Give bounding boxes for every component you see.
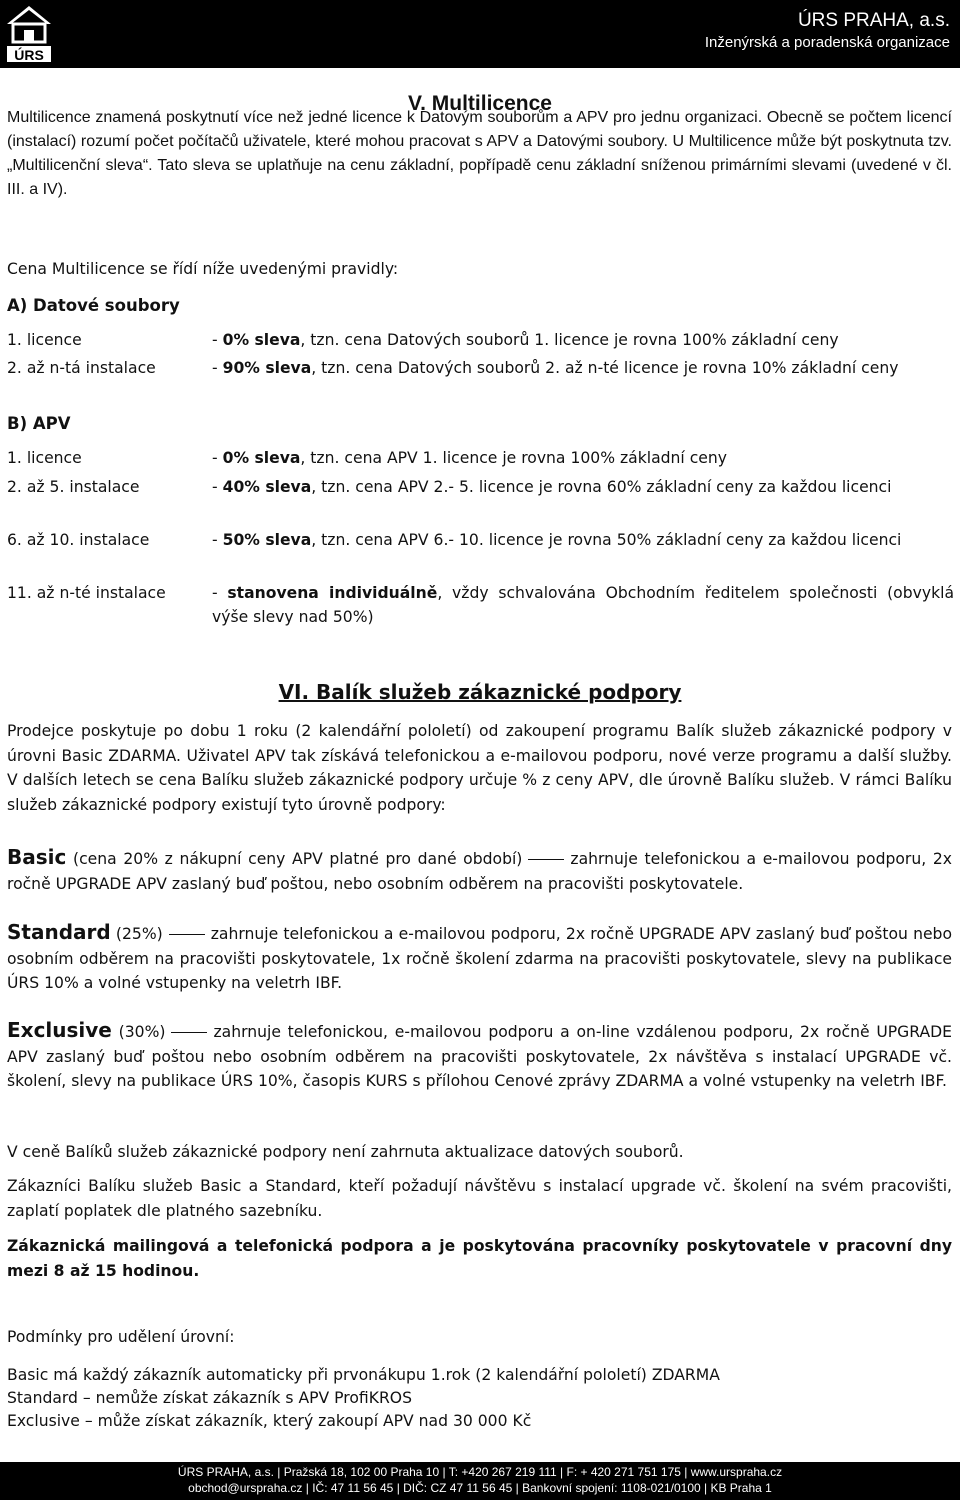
subsection-heading-data: A) Datové soubory (7, 296, 180, 315)
level-description: zahrnuje telefonickou a e-mailovou podporu, 2x ročně UPGRADE APV zaslaný buď poštou, nebo osobním odběrem na pracovišti poskytovatele. (7, 850, 952, 893)
row-discount: 0% sleva (222, 331, 301, 349)
level-name: Exclusive (7, 1018, 112, 1042)
page-header (0, 0, 960, 68)
row-text: , tzn. cena APV 6.- 10. licence je rovna 50% základní ceny za každou licenci (311, 531, 902, 549)
footer-address: ÚRS PRAHA, a.s. | Pražská 18, 102 00 Praha 10 | T: +420 267 219 111 | F: + 420 271 751 175 | www.urspraha.cz (177, 1465, 783, 1479)
row-discount: 0% sleva (222, 449, 301, 467)
dash-separator (528, 859, 564, 861)
row-discount: 40% sleva (222, 478, 312, 496)
condition-item: Exclusive – může získat zákazník, který zakoupí APV nad 30 000 Kč (7, 1412, 532, 1430)
conditions-list (7, 1364, 720, 1433)
multilicence-intro: Multilicence znamená poskytnutí více než jedné licence k Datovým souborům a APV pro jednu organizaci. Obecně se počtem licencí (instalací) rozumí počet počítačů uživatele, které mohou pracovat s APV a Datovými soubory. U Multilicence může být poskytnuta tzv. „Multilicenční sleva“. Tato sleva se uplatňuje na cenu základní, popřípadě cenu základní sníženou primárními slevami (uvedené v čl. III. a IV). (7, 109, 952, 198)
row-text: , vždy schvalována Obchodním ředitelem společnosti (obvyklá výše slevy nad 50%) (212, 584, 954, 626)
company-name: ÚRS PRAHA, a.s. (797, 10, 950, 31)
conditions-heading: Podmínky pro udělení úrovní: (7, 1328, 235, 1346)
level-price: (25%) (115, 925, 163, 943)
row-label: 2. až 5. instalace (7, 478, 140, 496)
level-description: zahrnuje telefonickou a e-mailovou podporu, 2x ročně UPGRADE APV zaslaný buď poštou nebo osobním odběrem na pracovišti poskytovatele, 1x ročně školení zdarma na pracovišti poskytovatele, slevy na publikace ÚRS 10% a volné vstupenky na veletrh IBF. (7, 925, 952, 992)
row-label: 1. licence (7, 449, 82, 467)
section-title-support: VI. Balík služeb zákaznické podpory (278, 680, 682, 704)
support-intro: Prodejce poskytuje po dobu 1 roku (2 kalendářní pololetí) od zakoupení programu Balík služeb zákaznické podpory v úrovni Basic ZDARMA. Uživatel APV tak získává telefonickou a e-mailovou podporu, nové verze programu a další služby. V dalších letech se cena Balíku služeb zákaznické podpory určuje % z ceny APV, dle úrovně Balíku služeb. V rámci Balíku služeb zákaznické podpory existují tyto úrovně podpory: (7, 722, 952, 814)
row-text: , tzn. cena Datových souborů 1. licence je rovna 100% základní ceny (300, 331, 839, 349)
level-basic (7, 845, 952, 896)
note-paragraph-bold: Zákaznická mailingová a telefonická podpora a je poskytována pracovníky poskytovatele v pracovní dny mezi 8 až 15 hodinou. (7, 1237, 952, 1280)
urs-logo-icon (4, 4, 54, 64)
note-paragraph: V ceně Balíků služeb zákaznické podpory není zahrnuta aktualizace datových souborů. (7, 1143, 684, 1161)
row-label: 2. až n-tá instalace (7, 359, 156, 377)
level-exclusive (7, 1018, 952, 1094)
level-standard (7, 920, 952, 996)
note-paragraph: Zákazníci Balíku služeb Basic a Standard, kteří požadují návštěvu s instalací upgrade vč. školení na svém pracovišti, zaplatí poplatek dle platného sazebníku. (7, 1177, 952, 1220)
page-footer (0, 1462, 960, 1500)
level-price: (30%) (118, 1023, 166, 1041)
level-name: Basic (7, 845, 67, 869)
row-discount: stanovena individuálně (227, 584, 438, 602)
dash-separator (171, 1032, 207, 1034)
level-description: zahrnuje telefonickou, e-mailovou podporu a on-line vzdálenou podporu, 2x ročně UPGRADE APV zaslaný buď poštou nebo osobním odběrem na pracovišti poskytovatele, 2x návštěva s instalací UPGRADE vč. školení, slevy na publikace ÚRS 10%, časopis KURS s přílohou Cenové zprávy ZDARMA a volné vstupenky na veletrh IBF. (7, 1023, 952, 1090)
level-price: (cena 20% z nákupní ceny APV platné pro dané období) (73, 850, 523, 868)
row-discount: 90% sleva (222, 359, 312, 377)
row-text: , tzn. cena APV 1. licence je rovna 100% základní ceny (300, 449, 727, 467)
svg-text:ÚRS: ÚRS (14, 47, 44, 63)
row-text: , tzn. cena Datových souborů 2. až n-té licence je rovna 10% základní ceny (311, 359, 899, 377)
condition-item: Basic má každý zákazník automaticky při prvonákupu 1.rok (2 kalendářní pololetí) ZDARMA (7, 1366, 720, 1384)
row-text: , tzn. cena APV 2.- 5. licence je rovna 60% základní ceny za každou licenci (311, 478, 892, 496)
row-discount: 50% sleva (222, 531, 312, 549)
row-label: 11. až n-té instalace (7, 584, 166, 602)
footer-contacts: obchod@urspraha.cz | IČ: 47 11 56 45 | DIČ: CZ 47 11 56 45 | Bankovní spojení: 1108-021/0100 | KB Praha 1 (188, 1481, 772, 1495)
rules-heading: Cena Multilicence se řídí níže uvedenými pravidly: (7, 260, 399, 278)
subsection-heading-apv: B) APV (7, 414, 71, 433)
level-name: Standard (7, 920, 111, 944)
row-label: 1. licence (7, 331, 82, 349)
dash-separator (169, 934, 205, 936)
section-title: V. Multilicence (408, 92, 552, 115)
row-label: 6. až 10. instalace (7, 531, 150, 549)
condition-item: Standard – nemůže získat zákazník s APV ProfiKROS (7, 1389, 412, 1407)
company-subtitle: Inženýrská a poradenská organizace (704, 34, 950, 51)
